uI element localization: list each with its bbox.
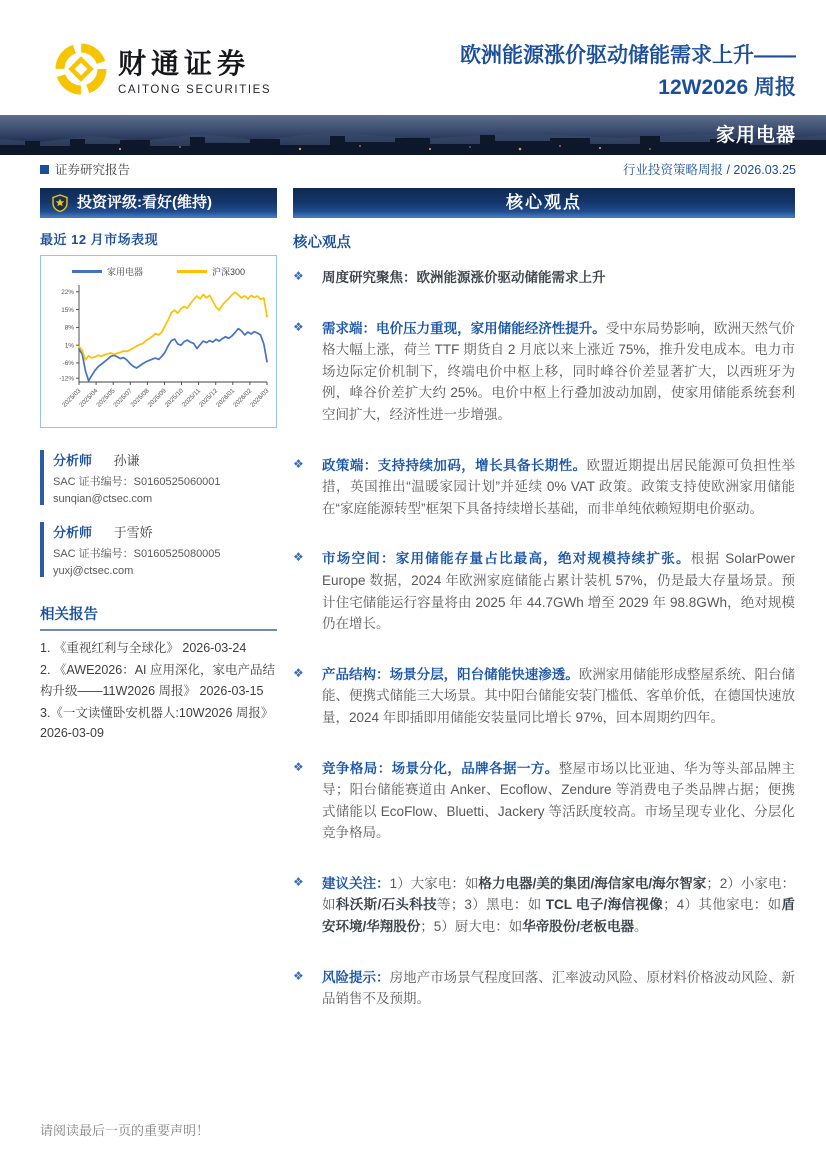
diamond-bullet-icon: ❖ xyxy=(293,550,304,565)
city-skyline-image xyxy=(0,115,826,155)
diamond-bullet-icon: ❖ xyxy=(293,759,304,774)
sidebar xyxy=(40,188,277,745)
related-reports-list xyxy=(40,638,277,743)
analyst-role-label: 分析师 xyxy=(53,453,93,468)
brand-name-cn: 财通证券 xyxy=(118,49,251,80)
rating-bar xyxy=(40,188,277,218)
analyst-name: 于雪娇 xyxy=(113,525,153,540)
brand-names xyxy=(118,42,271,96)
chart-plot xyxy=(45,280,272,422)
analysts-section xyxy=(40,450,277,577)
svg-text:2025/04: 2025/04 xyxy=(78,387,100,409)
legend-label: 家用电器 xyxy=(106,267,143,277)
analyst-head xyxy=(53,450,277,469)
core-point-text: 风险提示：房地产市场景气程度回落、汇率波动风险、原材料价格波动风险、新品销售不及预期。 xyxy=(322,969,796,1007)
svg-text:2025/03: 2025/03 xyxy=(61,387,83,409)
core-point-item xyxy=(293,267,795,289)
svg-text:2026/01: 2026/01 xyxy=(214,387,237,409)
report-category-date: 行业投资策略周报 / 2026.03.25 xyxy=(623,163,796,177)
report-title xyxy=(460,40,796,103)
core-point-text: 需求端：电价压力重现，家用储能经济性提升。受中东局势影响，欧洲天然气价格大幅上涨，荷兰 TTF 期货自 2 月底以来上涨近 75%，推升发电成本。电力市场边际定价机制下，终端电价中枢上移，同时峰谷价差显著扩大，以西班牙为例，峰谷价差扩大约 25%。电价中枢上行叠加波动加剧，使家用储能系统套利空间扩大，经济性进一步增强。 xyxy=(322,320,796,422)
legend-item xyxy=(177,265,245,278)
legend-line-swatch xyxy=(72,270,102,273)
core-point-text: 市场空间：家用储能存量占比最高，绝对规模持续扩张。根据 SolarPower Europe 数据，2024 年欧洲家庭储能占累计装机 57%，仍是最大存量场景。预计住宅储能运行容量将由 2025 年 44.7GWh 增至 2029 年 98.8GWh，绝对规模仍在增长。 xyxy=(322,551,795,632)
svg-text:22%: 22% xyxy=(61,289,74,297)
core-point-item xyxy=(293,318,795,426)
report-title-line2: 12W2026 周报 xyxy=(658,75,796,99)
header-banner xyxy=(0,115,826,155)
svg-text:2025/05: 2025/05 xyxy=(95,387,117,409)
analyst-head xyxy=(53,522,277,541)
svg-text:-12%: -12% xyxy=(59,375,74,383)
chart-legend xyxy=(45,265,272,278)
analyst-name: 孙谦 xyxy=(113,453,140,468)
core-point-item xyxy=(293,758,795,844)
core-points-heading: 核心观点 xyxy=(293,235,351,251)
core-point-text: 竞争格局：场景分化，品牌各据一方。整屋市场以比亚迪、华为等头部品牌主导；阳台储能赛道由 Anker、Ecoflow、Zendure 等消费电子类品牌占据；便携式储能以 EcoFlow、Bluetti、Jackery 等活跃度较高。市场呈现专业化、分层化竞争格局。 xyxy=(322,760,796,841)
chart-title: 最近 12 月市场表现 xyxy=(40,232,159,247)
analyst-cert: SAC 证书编号：S0160525060001 xyxy=(53,476,221,488)
core-point-item xyxy=(293,664,795,729)
core-points-list xyxy=(293,267,795,1010)
legend-line-swatch xyxy=(177,270,207,273)
disclaimer-note: 请阅读最后一页的重要声明！ xyxy=(40,1123,210,1138)
core-points-bar: 核心观点 xyxy=(293,188,795,218)
brand-logo xyxy=(55,42,271,96)
related-report-item[interactable]: 1. 《重视红利与全球化》 2026-03-24 xyxy=(40,641,247,655)
related-report-item[interactable]: 3.《一文读懂卧安机器人:10W2026 周报》2026-03-09 xyxy=(40,705,274,740)
main-content xyxy=(293,188,795,1039)
meta-row xyxy=(40,160,796,178)
core-point-item xyxy=(293,455,795,520)
caitong-coin-logo-icon xyxy=(55,43,107,95)
rating-label: 投资评级:看好(维持) xyxy=(77,194,212,211)
diamond-bullet-icon: ❖ xyxy=(293,269,304,283)
svg-text:15%: 15% xyxy=(61,306,74,314)
analyst-role-label: 分析师 xyxy=(53,525,93,540)
core-point-item xyxy=(293,548,795,634)
report-title-line1: 欧洲能源涨价驱动储能需求上升—— xyxy=(460,44,796,67)
svg-text:2025/07: 2025/07 xyxy=(112,387,134,409)
analyst-email[interactable]: sunqian@ctsec.com xyxy=(53,493,153,505)
analyst-email[interactable]: yuxj@ctsec.com xyxy=(53,565,134,577)
legend-item xyxy=(72,265,143,278)
report-type-label: 证券研究报告 xyxy=(55,163,131,177)
svg-text:2025/10: 2025/10 xyxy=(163,387,185,409)
analyst-block xyxy=(40,450,277,505)
core-point-text: 政策端：支持持续加码，增长具备长期性。欧盟近期提出居民能源可负担性举措，英国推出“温暖家园计划”并延续 0% VAT 政策。政策支持使欧洲家用储能在“家庭能源转型”框架下具备持续增长基础，而非单纯依赖短期电价驱动。 xyxy=(322,457,796,516)
svg-text:2025/08: 2025/08 xyxy=(129,387,151,409)
legend-label: 沪深300 xyxy=(211,267,246,277)
svg-text:2025/09: 2025/09 xyxy=(146,387,168,409)
core-point-item xyxy=(293,873,795,938)
core-point-text: 周度研究聚焦：欧洲能源涨价驱动储能需求上升 xyxy=(322,270,606,285)
core-point-text: 产品结构：场景分层，阳台储能快速渗透。欧洲家用储能形成整屋系统、阳台储能、便携式储能三大场景。其中阳台储能安装门槛低、客单价低，在德国快速放量，2024 年即插即用储能安装量同比增长 97%，回本周期约四年。 xyxy=(322,666,796,725)
svg-text:2026/02: 2026/02 xyxy=(232,387,254,409)
analyst-cert: SAC 证书编号：S0160525080005 xyxy=(53,548,221,560)
diamond-bullet-icon: ❖ xyxy=(293,968,304,983)
diamond-bullet-icon: ❖ xyxy=(293,456,304,471)
brand-name-en: CAITONG SECURITIES xyxy=(118,84,272,96)
report-type xyxy=(40,160,130,178)
series-line-沪深300 xyxy=(79,292,267,360)
diamond-bullet-icon: ❖ xyxy=(293,319,304,334)
industry-label: 家用电器 xyxy=(715,125,796,146)
diamond-bullet-icon: ❖ xyxy=(293,665,304,680)
svg-text:-6%: -6% xyxy=(62,360,74,368)
rating-shield-icon xyxy=(52,194,68,212)
svg-text:2026/03: 2026/03 xyxy=(249,387,271,409)
core-point-text: 建议关注：1）大家电：如格力电器/美的集团/海信家电/海尔智家；2）小家电：如科沃斯/石头科技等；3）黑电：如 TCL 电子/海信视像；4）其他家电：如盾安环境/华翔股份；5）厨大电：如华帝股份/老板电器。 xyxy=(322,875,796,935)
market-chart xyxy=(40,255,277,428)
svg-text:1%: 1% xyxy=(64,342,74,350)
related-reports-title: 相关报告 xyxy=(40,603,277,631)
svg-text:8%: 8% xyxy=(64,324,74,332)
core-point-item xyxy=(293,967,795,1010)
analyst-block xyxy=(40,522,277,577)
diamond-bullet-icon: ❖ xyxy=(293,874,304,889)
svg-text:2025/12: 2025/12 xyxy=(197,387,220,409)
square-bullet-icon xyxy=(40,165,49,174)
svg-text:2025/11: 2025/11 xyxy=(181,387,203,409)
related-report-item[interactable]: 2. 《AWE2026：AI 应用深化，家电产品结构升级——11W2026 周报》 2026-03-15 xyxy=(40,663,275,698)
